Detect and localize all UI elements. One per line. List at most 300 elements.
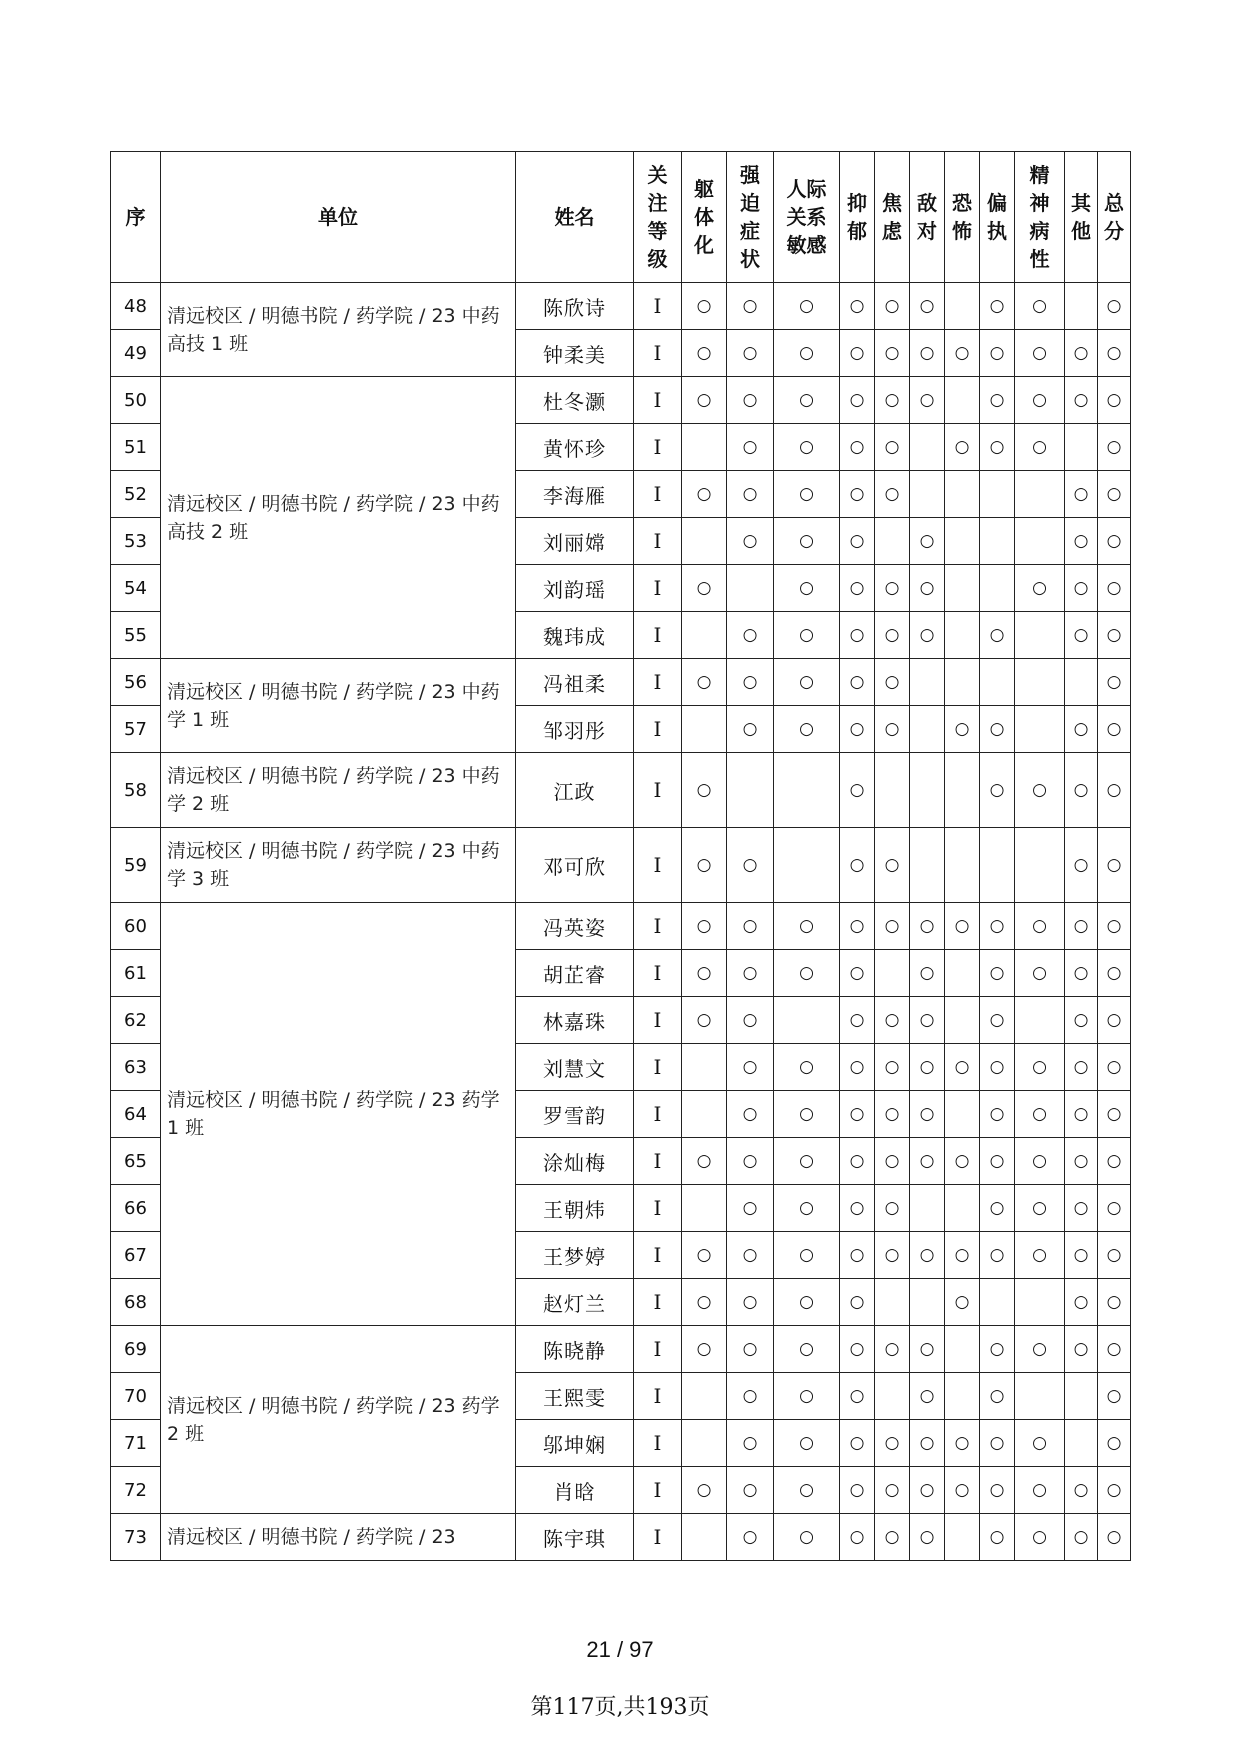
mark-circle: ○ — [727, 1326, 774, 1373]
table-row — [111, 659, 1131, 706]
mark-circle: ○ — [840, 706, 875, 753]
mark-circle: ○ — [1015, 1514, 1065, 1561]
row-name: 冯英姿 — [516, 903, 634, 950]
mark-circle: ○ — [727, 950, 774, 997]
row-seq: 51 — [111, 424, 161, 471]
mark-circle: ○ — [1065, 950, 1098, 997]
mark-circle: ○ — [980, 1185, 1015, 1232]
mark-circle: ○ — [875, 565, 910, 612]
row-name: 冯祖柔 — [516, 659, 634, 706]
mark-circle: ○ — [840, 1279, 875, 1326]
mark-empty — [875, 518, 910, 565]
mark-circle: ○ — [1065, 1279, 1098, 1326]
row-seq: 64 — [111, 1091, 161, 1138]
row-name: 刘丽嫦 — [516, 518, 634, 565]
mark-empty — [945, 1091, 980, 1138]
mark-circle: ○ — [1098, 1185, 1131, 1232]
row-name: 刘慧文 — [516, 1044, 634, 1091]
mark-circle: ○ — [727, 1091, 774, 1138]
header-phobia: 恐 怖 — [945, 152, 980, 283]
mark-circle: ○ — [875, 1185, 910, 1232]
mark-circle: ○ — [682, 471, 727, 518]
mark-circle: ○ — [1098, 612, 1131, 659]
mark-empty — [945, 612, 980, 659]
mark-circle: ○ — [1015, 424, 1065, 471]
mark-circle: ○ — [840, 1185, 875, 1232]
mark-circle: ○ — [774, 1044, 840, 1091]
row-seq: 56 — [111, 659, 161, 706]
row-seq: 67 — [111, 1232, 161, 1279]
row-name: 王熙雯 — [516, 1373, 634, 1420]
mark-empty — [945, 471, 980, 518]
mark-empty — [727, 565, 774, 612]
mark-empty — [945, 753, 980, 828]
mark-circle: ○ — [1015, 950, 1065, 997]
mark-circle: ○ — [727, 828, 774, 903]
mark-circle: ○ — [840, 612, 875, 659]
mark-circle: ○ — [875, 706, 910, 753]
mark-circle: ○ — [682, 565, 727, 612]
row-name: 陈宇琪 — [516, 1514, 634, 1561]
header-somatization: 躯 体 化 — [682, 152, 727, 283]
header-row — [111, 152, 1131, 283]
mark-empty — [875, 1373, 910, 1420]
mark-circle: ○ — [682, 1326, 727, 1373]
mark-empty — [1015, 659, 1065, 706]
mark-circle: ○ — [910, 1373, 945, 1420]
mark-circle: ○ — [774, 518, 840, 565]
mark-circle: ○ — [910, 1044, 945, 1091]
mark-empty — [1015, 828, 1065, 903]
mark-circle: ○ — [1065, 706, 1098, 753]
mark-circle: ○ — [875, 283, 910, 330]
mark-circle: ○ — [682, 1279, 727, 1326]
mark-circle: ○ — [910, 377, 945, 424]
header-hostility: 敌 对 — [910, 152, 945, 283]
mark-circle: ○ — [910, 903, 945, 950]
mark-circle: ○ — [774, 565, 840, 612]
mark-circle: ○ — [1098, 471, 1131, 518]
mark-circle: ○ — [774, 1420, 840, 1467]
row-seq: 66 — [111, 1185, 161, 1232]
header-interpersonal: 人际 关系 敏感 — [774, 152, 840, 283]
row-unit: 清远校区 / 明德书院 / 药学院 / 23 中药高技 1 班 — [161, 283, 516, 377]
mark-circle: ○ — [840, 377, 875, 424]
row-name: 赵灯兰 — [516, 1279, 634, 1326]
mark-empty — [682, 1514, 727, 1561]
mark-circle: ○ — [727, 1514, 774, 1561]
mark-circle: ○ — [727, 283, 774, 330]
mark-circle: ○ — [910, 1232, 945, 1279]
row-level: I — [634, 659, 682, 706]
mark-circle: ○ — [1098, 1373, 1131, 1420]
row-level: I — [634, 997, 682, 1044]
mark-circle: ○ — [875, 1232, 910, 1279]
mark-circle: ○ — [945, 1138, 980, 1185]
mark-circle: ○ — [875, 1326, 910, 1373]
mark-empty — [1065, 1420, 1098, 1467]
row-level: I — [634, 377, 682, 424]
mark-empty — [682, 1185, 727, 1232]
mark-circle: ○ — [980, 950, 1015, 997]
mark-circle: ○ — [910, 1467, 945, 1514]
mark-empty — [945, 1373, 980, 1420]
mark-empty — [1065, 424, 1098, 471]
mark-empty — [980, 471, 1015, 518]
mark-empty — [980, 659, 1015, 706]
mark-circle: ○ — [1098, 903, 1131, 950]
mark-empty — [1015, 1279, 1065, 1326]
row-level: I — [634, 828, 682, 903]
row-seq: 73 — [111, 1514, 161, 1561]
mark-circle: ○ — [1065, 1467, 1098, 1514]
mark-circle: ○ — [1098, 828, 1131, 903]
mark-circle: ○ — [980, 903, 1015, 950]
mark-circle: ○ — [1015, 1091, 1065, 1138]
mark-empty — [1065, 283, 1098, 330]
mark-empty — [910, 706, 945, 753]
mark-circle: ○ — [727, 1185, 774, 1232]
mark-empty — [1065, 1373, 1098, 1420]
mark-circle: ○ — [1015, 1420, 1065, 1467]
mark-circle: ○ — [774, 424, 840, 471]
row-seq: 48 — [111, 283, 161, 330]
mark-circle: ○ — [840, 997, 875, 1044]
mark-circle: ○ — [875, 1514, 910, 1561]
mark-circle: ○ — [774, 377, 840, 424]
mark-empty — [682, 706, 727, 753]
mark-circle: ○ — [1015, 1467, 1065, 1514]
header-other: 其 他 — [1065, 152, 1098, 283]
mark-empty — [945, 565, 980, 612]
row-level: I — [634, 706, 682, 753]
mark-circle: ○ — [1098, 1467, 1131, 1514]
mark-empty — [945, 950, 980, 997]
mark-circle: ○ — [727, 1373, 774, 1420]
row-seq: 72 — [111, 1467, 161, 1514]
mark-circle: ○ — [1015, 1185, 1065, 1232]
mark-circle: ○ — [1065, 753, 1098, 828]
mark-circle: ○ — [840, 1326, 875, 1373]
table-row — [111, 903, 1131, 950]
row-level: I — [634, 565, 682, 612]
mark-circle: ○ — [980, 1467, 1015, 1514]
mark-circle: ○ — [682, 330, 727, 377]
mark-circle: ○ — [840, 330, 875, 377]
mark-circle: ○ — [1098, 1279, 1131, 1326]
mark-circle: ○ — [774, 659, 840, 706]
mark-circle: ○ — [1098, 518, 1131, 565]
row-unit: 清远校区 / 明德书院 / 药学院 / 23 — [161, 1514, 516, 1561]
mark-circle: ○ — [1015, 1232, 1065, 1279]
mark-circle: ○ — [875, 1420, 910, 1467]
row-seq: 55 — [111, 612, 161, 659]
mark-circle: ○ — [1098, 950, 1131, 997]
mark-circle: ○ — [1015, 1326, 1065, 1373]
mark-circle: ○ — [945, 1420, 980, 1467]
mark-circle: ○ — [980, 1373, 1015, 1420]
mark-circle: ○ — [1098, 1232, 1131, 1279]
mark-circle: ○ — [1015, 1138, 1065, 1185]
mark-empty — [945, 828, 980, 903]
mark-circle: ○ — [774, 1279, 840, 1326]
row-name: 黄怀珍 — [516, 424, 634, 471]
mark-circle: ○ — [1065, 1044, 1098, 1091]
mark-empty — [945, 518, 980, 565]
header-anxiety: 焦 虑 — [875, 152, 910, 283]
mark-circle: ○ — [774, 1091, 840, 1138]
table-row — [111, 1326, 1131, 1373]
mark-circle: ○ — [1065, 1138, 1098, 1185]
mark-circle: ○ — [1065, 903, 1098, 950]
mark-circle: ○ — [875, 424, 910, 471]
row-seq: 58 — [111, 753, 161, 828]
mark-circle: ○ — [980, 612, 1015, 659]
mark-empty — [774, 997, 840, 1044]
mark-circle: ○ — [1098, 283, 1131, 330]
mark-circle: ○ — [980, 424, 1015, 471]
mark-circle: ○ — [980, 997, 1015, 1044]
mark-circle: ○ — [910, 1326, 945, 1373]
row-level: I — [634, 1420, 682, 1467]
mark-circle: ○ — [682, 659, 727, 706]
mark-circle: ○ — [980, 1044, 1015, 1091]
mark-circle: ○ — [1015, 283, 1065, 330]
row-seq: 53 — [111, 518, 161, 565]
mark-circle: ○ — [840, 1232, 875, 1279]
row-level: I — [634, 903, 682, 950]
mark-circle: ○ — [774, 1138, 840, 1185]
mark-circle: ○ — [774, 1232, 840, 1279]
row-name: 刘韵瑶 — [516, 565, 634, 612]
row-seq: 65 — [111, 1138, 161, 1185]
mark-circle: ○ — [1098, 706, 1131, 753]
mark-circle: ○ — [875, 659, 910, 706]
mark-circle: ○ — [1065, 565, 1098, 612]
mark-circle: ○ — [980, 1138, 1015, 1185]
mark-circle: ○ — [1065, 828, 1098, 903]
mark-circle: ○ — [774, 1514, 840, 1561]
mark-circle: ○ — [840, 518, 875, 565]
row-level: I — [634, 612, 682, 659]
mark-circle: ○ — [727, 903, 774, 950]
mark-circle: ○ — [727, 424, 774, 471]
mark-circle: ○ — [682, 997, 727, 1044]
mark-circle: ○ — [840, 1420, 875, 1467]
mark-circle: ○ — [1098, 1326, 1131, 1373]
mark-empty — [682, 1091, 727, 1138]
mark-circle: ○ — [840, 950, 875, 997]
mark-circle: ○ — [1098, 659, 1131, 706]
mark-circle: ○ — [840, 1467, 875, 1514]
row-level: I — [634, 283, 682, 330]
mark-circle: ○ — [727, 1420, 774, 1467]
mark-circle: ○ — [1015, 1044, 1065, 1091]
mark-circle: ○ — [875, 828, 910, 903]
mark-empty — [945, 1185, 980, 1232]
mark-circle: ○ — [910, 997, 945, 1044]
table-body — [111, 283, 1131, 1561]
mark-empty — [980, 518, 1015, 565]
mark-circle: ○ — [1015, 903, 1065, 950]
mark-empty — [774, 753, 840, 828]
mark-empty — [980, 565, 1015, 612]
mark-circle: ○ — [1098, 424, 1131, 471]
mark-circle: ○ — [840, 283, 875, 330]
mark-circle: ○ — [1065, 330, 1098, 377]
mark-circle: ○ — [727, 330, 774, 377]
row-level: I — [634, 1373, 682, 1420]
mark-circle: ○ — [875, 1091, 910, 1138]
mark-circle: ○ — [840, 471, 875, 518]
header-ocd: 强 迫 症 状 — [727, 152, 774, 283]
row-level: I — [634, 1138, 682, 1185]
mark-empty — [1015, 612, 1065, 659]
mark-circle: ○ — [727, 997, 774, 1044]
table-row — [111, 753, 1131, 828]
mark-empty — [727, 753, 774, 828]
mark-empty — [945, 1326, 980, 1373]
mark-circle: ○ — [840, 659, 875, 706]
row-name: 邬坤娴 — [516, 1420, 634, 1467]
mark-circle: ○ — [727, 377, 774, 424]
mark-circle: ○ — [1015, 377, 1065, 424]
mark-empty — [682, 1420, 727, 1467]
mark-circle: ○ — [875, 997, 910, 1044]
row-level: I — [634, 471, 682, 518]
mark-circle: ○ — [980, 1091, 1015, 1138]
mark-empty — [875, 1279, 910, 1326]
table-row — [111, 283, 1131, 330]
row-seq: 69 — [111, 1326, 161, 1373]
header-unit: 单位 — [161, 152, 516, 283]
header-name: 姓名 — [516, 152, 634, 283]
mark-circle: ○ — [1065, 997, 1098, 1044]
mark-circle: ○ — [980, 1326, 1015, 1373]
row-level: I — [634, 330, 682, 377]
mark-circle: ○ — [1098, 1514, 1131, 1561]
mark-circle: ○ — [910, 950, 945, 997]
mark-circle: ○ — [1098, 1420, 1131, 1467]
row-level: I — [634, 1091, 682, 1138]
mark-circle: ○ — [727, 706, 774, 753]
table-row — [111, 828, 1131, 903]
mark-circle: ○ — [1065, 471, 1098, 518]
mark-circle: ○ — [945, 1467, 980, 1514]
mark-circle: ○ — [727, 1279, 774, 1326]
mark-circle: ○ — [727, 612, 774, 659]
mark-empty — [682, 424, 727, 471]
row-level: I — [634, 518, 682, 565]
row-level: I — [634, 1185, 682, 1232]
mark-empty — [1015, 518, 1065, 565]
row-name: 罗雪韵 — [516, 1091, 634, 1138]
mark-circle: ○ — [875, 1467, 910, 1514]
mark-empty — [910, 659, 945, 706]
mark-circle: ○ — [682, 377, 727, 424]
header-seq: 序 — [111, 152, 161, 283]
row-name: 邓可欣 — [516, 828, 634, 903]
mark-empty — [910, 753, 945, 828]
mark-circle: ○ — [682, 1232, 727, 1279]
mark-circle: ○ — [774, 1467, 840, 1514]
row-seq: 54 — [111, 565, 161, 612]
row-seq: 60 — [111, 903, 161, 950]
row-name: 李海雁 — [516, 471, 634, 518]
mark-circle: ○ — [774, 612, 840, 659]
mark-circle: ○ — [980, 1232, 1015, 1279]
screening-table — [110, 151, 1131, 1561]
mark-circle: ○ — [1015, 565, 1065, 612]
mark-circle: ○ — [1065, 377, 1098, 424]
mark-empty — [875, 753, 910, 828]
mark-circle: ○ — [840, 1514, 875, 1561]
mark-empty — [980, 1279, 1015, 1326]
mark-circle: ○ — [1065, 1091, 1098, 1138]
mark-circle: ○ — [910, 612, 945, 659]
row-level: I — [634, 1044, 682, 1091]
row-name: 钟柔美 — [516, 330, 634, 377]
header-paranoia: 偏 执 — [980, 152, 1015, 283]
mark-empty — [910, 424, 945, 471]
mark-circle: ○ — [1098, 753, 1131, 828]
row-name: 江政 — [516, 753, 634, 828]
mark-empty — [875, 950, 910, 997]
mark-circle: ○ — [774, 1373, 840, 1420]
row-name: 陈欣诗 — [516, 283, 634, 330]
mark-circle: ○ — [774, 330, 840, 377]
mark-circle: ○ — [840, 903, 875, 950]
mark-circle: ○ — [727, 1467, 774, 1514]
table-row — [111, 1514, 1131, 1561]
header-level: 关 注 等 级 — [634, 152, 682, 283]
mark-circle: ○ — [682, 283, 727, 330]
row-name: 杜冬灏 — [516, 377, 634, 424]
row-name: 魏玮成 — [516, 612, 634, 659]
mark-circle: ○ — [875, 1138, 910, 1185]
row-seq: 70 — [111, 1373, 161, 1420]
mark-circle: ○ — [682, 753, 727, 828]
row-unit: 清远校区 / 明德书院 / 药学院 / 23 中药高技 2 班 — [161, 377, 516, 659]
row-unit: 清远校区 / 明德书院 / 药学院 / 23 药学 1 班 — [161, 903, 516, 1326]
mark-circle: ○ — [980, 1420, 1015, 1467]
mark-circle: ○ — [1098, 1044, 1131, 1091]
mark-circle: ○ — [910, 565, 945, 612]
mark-empty — [1015, 1373, 1065, 1420]
mark-circle: ○ — [840, 424, 875, 471]
mark-circle: ○ — [774, 283, 840, 330]
row-unit: 清远校区 / 明德书院 / 药学院 / 23 中药学 1 班 — [161, 659, 516, 753]
mark-circle: ○ — [1065, 1232, 1098, 1279]
row-seq: 61 — [111, 950, 161, 997]
mark-circle: ○ — [980, 706, 1015, 753]
mark-empty — [1065, 659, 1098, 706]
mark-empty — [682, 612, 727, 659]
mark-circle: ○ — [945, 903, 980, 950]
mark-circle: ○ — [727, 1232, 774, 1279]
mark-circle: ○ — [774, 471, 840, 518]
mark-circle: ○ — [774, 1326, 840, 1373]
header-total: 总 分 — [1098, 152, 1131, 283]
mark-circle: ○ — [910, 1138, 945, 1185]
mark-circle: ○ — [1015, 753, 1065, 828]
mark-circle: ○ — [980, 283, 1015, 330]
mark-circle: ○ — [1065, 1514, 1098, 1561]
row-level: I — [634, 424, 682, 471]
mark-empty — [682, 1044, 727, 1091]
mark-circle: ○ — [727, 1044, 774, 1091]
mark-circle: ○ — [875, 612, 910, 659]
